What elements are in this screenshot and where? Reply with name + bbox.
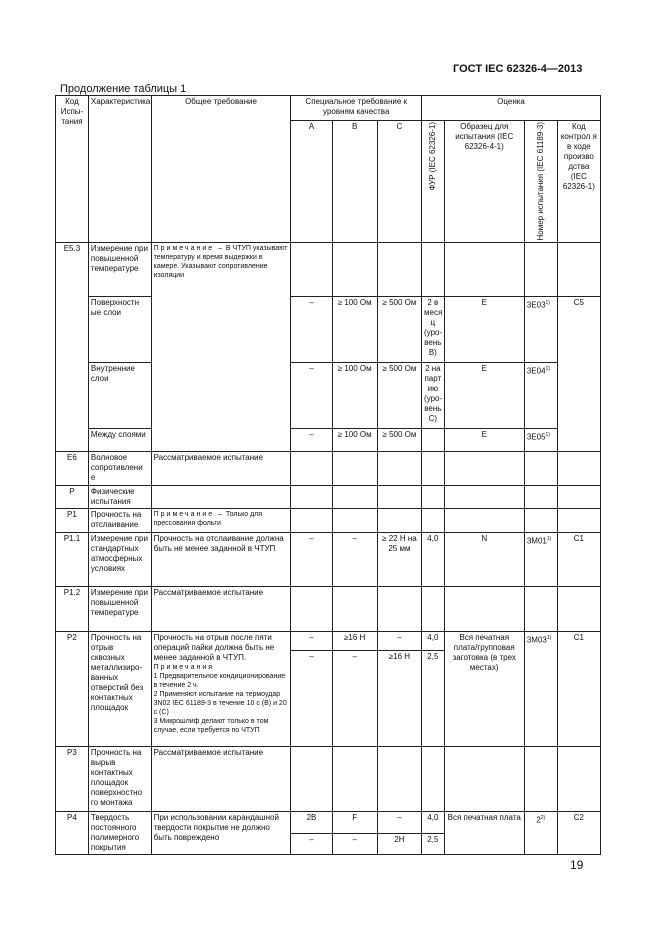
row-code: P1.2 bbox=[56, 586, 89, 631]
standard-number: ГОСТ IEC 62326-4—2013 bbox=[453, 63, 583, 75]
row-code: P bbox=[56, 485, 89, 508]
row-characteristic: Твердость постоянного полимерного покрытия bbox=[88, 811, 151, 854]
cell-level-a: – bbox=[291, 631, 332, 650]
row-characteristic: Прочность на отслаивание bbox=[88, 508, 151, 532]
row-characteristic: Физические испытания bbox=[88, 485, 151, 508]
notes-label: Примечания bbox=[153, 663, 215, 671]
cell-level-c: ≥ 22 Н на 25 мм bbox=[377, 532, 421, 586]
row-general: Рассматриваемое испытание bbox=[151, 586, 291, 631]
row-general: Рассматриваемое испытание bbox=[151, 451, 291, 485]
row-code: P1 bbox=[56, 508, 89, 532]
note-label: Примечание – bbox=[153, 244, 224, 252]
cell-sample: E bbox=[444, 362, 524, 428]
col-level-c: C bbox=[377, 121, 421, 243]
cell-sample: E bbox=[444, 296, 524, 362]
cell-level-b: ≥16 Н bbox=[332, 631, 377, 650]
row-characteristic: Прочность на отрыв сквозных металлизиро- ванных отверстий без контактных площадок bbox=[88, 631, 151, 746]
row-code: P3 bbox=[56, 746, 89, 811]
cell-control-code: C5 bbox=[557, 296, 600, 451]
cell-level-b: ≥ 100 Ом bbox=[332, 428, 377, 451]
note-3: 3 Микрошлиф делают только в том случае, если требуется по ЧТУП bbox=[153, 717, 269, 734]
cell-sample: Вся печатная плата bbox=[444, 811, 524, 854]
cell-level-a: – bbox=[291, 428, 332, 451]
cell-level-a: – bbox=[291, 362, 332, 428]
row-general: При использовании карандашной твердости покрытие не должно быть повреждено bbox=[151, 811, 291, 854]
cell-level-b: – bbox=[332, 834, 377, 854]
cell-level-a: 2В bbox=[291, 811, 332, 834]
row-code: P1.1 bbox=[56, 532, 89, 586]
general-text: Прочность на отрыв после пяти операций пайки должна быть не менее заданной в ЧТУП. bbox=[153, 632, 275, 662]
cell-level-c: ≥16 Н bbox=[377, 650, 421, 746]
cell-level-b: ≥ 100 Ом bbox=[332, 362, 377, 428]
col-general: Общее требование bbox=[151, 96, 291, 243]
table-row bbox=[56, 296, 601, 362]
table-row bbox=[56, 485, 601, 508]
table-row bbox=[56, 631, 601, 650]
cell-level-a: – bbox=[291, 296, 332, 362]
row-general bbox=[151, 631, 291, 746]
row-code: P2 bbox=[56, 631, 89, 746]
cell-fur: 2 на парт ию (уро- вень С) bbox=[422, 362, 445, 428]
row-characteristic: Внутренние слои bbox=[88, 362, 151, 428]
requirements-table bbox=[55, 95, 601, 855]
row-characteristic: Волновое сопротивлени е bbox=[88, 451, 151, 485]
cell-test-number: 3M03$^{1)}$ bbox=[524, 631, 557, 746]
row-characteristic: Измерение при повышенной температуре bbox=[88, 586, 151, 631]
cell-fur: 4,0 bbox=[422, 631, 445, 650]
cell-level-a: – bbox=[291, 532, 332, 586]
col-level-a: A bbox=[291, 121, 332, 243]
cell-fur: 2,5 bbox=[422, 650, 445, 746]
cell-control-code: C1 bbox=[557, 532, 600, 586]
cell-level-b: ≥ 100 Ом bbox=[332, 296, 377, 362]
cell-test-number: 3E05$^{1)}$ bbox=[524, 428, 557, 451]
col-characteristic: Характеристика bbox=[88, 96, 151, 243]
row-characteristic: Прочность на вырыв контактных площадок поверхностно го монтажа bbox=[88, 746, 151, 811]
note-2: 2 Применяют испытание на термоудар 3N02 IEC 61189-3 в течение 10 с (В) и 20 с (С) bbox=[153, 690, 287, 716]
table-row bbox=[56, 586, 601, 631]
row-general: Рассматриваемое испытание bbox=[151, 746, 291, 811]
row-general: Прочность на отслаивание должна быть не менее заданной в ЧТУП bbox=[151, 532, 291, 586]
table-row bbox=[56, 242, 601, 296]
cell-level-c: ≥ 500 Ом bbox=[377, 296, 421, 362]
col-code: Код Испы- тания bbox=[56, 96, 89, 243]
cell-control-code: C1 bbox=[557, 631, 600, 746]
col-level-b: B bbox=[332, 121, 377, 243]
col-sample: Образец для испытания (IEC 62326-4-1) bbox=[444, 121, 524, 243]
col-test-number: Номер испытания (IEC 61189-3) bbox=[524, 121, 557, 243]
cell-test-number: 2$^{2)}$ bbox=[524, 811, 557, 854]
table-row bbox=[56, 362, 601, 428]
cell-level-b: – bbox=[332, 532, 377, 586]
cell-test-number: 3M01$^{1)}$ bbox=[524, 532, 557, 586]
cell-control-code: C2 bbox=[557, 811, 600, 854]
cell-sample: N bbox=[444, 532, 524, 586]
cell-level-c: ≥ 500 Ом bbox=[377, 428, 421, 451]
row-code: P4 bbox=[56, 811, 89, 854]
cell-fur: 4,0 bbox=[422, 811, 445, 834]
table-row bbox=[56, 451, 601, 485]
cell-fur: 2,5 bbox=[422, 834, 445, 854]
cell-fur: 2 в меся ц (уро- вень В) bbox=[422, 296, 445, 362]
cell-level-a: – bbox=[291, 834, 332, 854]
cell-sample: E bbox=[444, 428, 524, 451]
page-number: 19 bbox=[570, 858, 584, 872]
cell-test-number: 3E04$^{1)}$ bbox=[524, 362, 557, 428]
col-control-code: Код контрол я в ходе произво дства (IEC 62326-1) bbox=[557, 121, 600, 243]
table-row bbox=[56, 428, 601, 451]
col-fur: ФУР (IEC 62326-1) bbox=[422, 121, 445, 243]
col-assessment: Оценка bbox=[422, 96, 601, 121]
cell-fur: 4,0 bbox=[422, 532, 445, 586]
cell-test-number: 3E03$^{1)}$ bbox=[524, 296, 557, 362]
cell-level-c: – bbox=[377, 811, 421, 834]
cell-level-b: – bbox=[332, 650, 377, 746]
note-label: Примечание – bbox=[153, 510, 224, 518]
table-row bbox=[56, 532, 601, 586]
col-special: Специальное требование к уровням качества bbox=[291, 96, 422, 121]
table-caption: Продолжение таблицы 1 bbox=[60, 83, 187, 95]
row-characteristic: Поверхностн ые слои bbox=[88, 296, 151, 362]
cell-level-b: F bbox=[332, 811, 377, 834]
cell-sample: Вся печатная плата/групповая заготовка (в трех местах) bbox=[444, 631, 524, 746]
cell-level-c: 2Н bbox=[377, 834, 421, 854]
cell-level-a: – bbox=[291, 650, 332, 746]
table-row bbox=[56, 508, 601, 532]
row-general bbox=[151, 242, 291, 451]
row-characteristic: Между слоями bbox=[88, 428, 151, 451]
note-1: 1 Предварительное кондиционирование в течение 2 ч. bbox=[153, 672, 286, 689]
row-characteristic: Измерение при повышенной температуре bbox=[88, 242, 151, 296]
table-row bbox=[56, 746, 601, 811]
row-characteristic: Измерение при стандартных атмосферных условиях bbox=[88, 532, 151, 586]
row-general bbox=[151, 508, 291, 532]
cell-level-c: – bbox=[377, 631, 421, 650]
row-code: E5.3 bbox=[56, 242, 89, 451]
cell-level-c: ≥ 500 Ом bbox=[377, 362, 421, 428]
table-row bbox=[56, 811, 601, 834]
row-code: E6 bbox=[56, 451, 89, 485]
note-text: В ЧТУП указывают температуру и время выдержки в камере. Указывают сопротивление изоляции bbox=[153, 244, 288, 279]
note-text: Только для прессования фольги bbox=[153, 510, 263, 527]
